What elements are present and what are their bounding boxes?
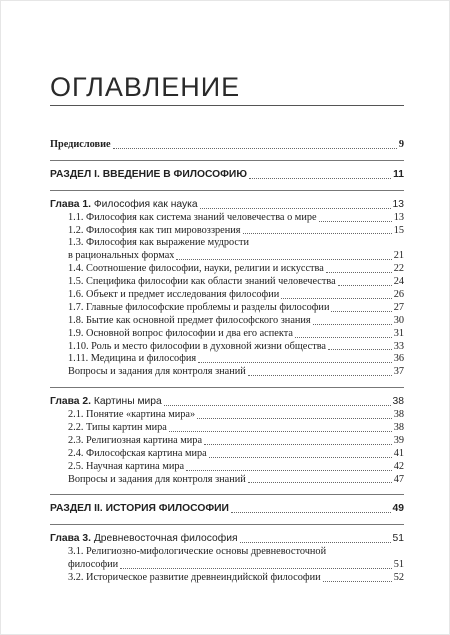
toc-entry-preface[interactable] <box>50 139 404 152</box>
toc-entry-1-9[interactable] <box>50 328 404 341</box>
toc-entry-1-4[interactable] <box>50 263 404 276</box>
toc-entry-section-1[interactable] <box>50 169 404 182</box>
toc-entry-1-1[interactable] <box>50 212 404 225</box>
toc-page-number: 24 <box>393 276 404 288</box>
toc-entry-1-3-line1[interactable] <box>50 237 404 250</box>
toc-label: 1.3. Философия как выражение мудрости <box>68 237 250 249</box>
page-title: ОГЛАВЛЕНИЕ <box>50 72 241 102</box>
toc-entry-2-1[interactable] <box>50 409 404 422</box>
dot-leader <box>295 337 392 338</box>
section-divider <box>50 524 404 525</box>
dot-leader <box>204 444 392 445</box>
toc-page-number: 51 <box>392 533 404 545</box>
toc-label: 3.1. Религиозно-мифологические основы древневосточной <box>68 546 327 558</box>
toc-page-number: 51 <box>393 559 404 571</box>
dot-leader <box>248 375 392 376</box>
section-divider <box>50 494 404 495</box>
toc-page-number: 33 <box>393 340 404 352</box>
toc-entry-questions-2[interactable] <box>50 474 404 487</box>
toc-label-continued: в рациональных формах <box>68 250 175 262</box>
toc-entry-1-11[interactable] <box>50 353 404 366</box>
toc-entry-1-7[interactable] <box>50 302 404 315</box>
section-divider <box>50 387 404 388</box>
toc-label: 1.10. Роль и место философии в духовной жизни общества <box>68 340 326 352</box>
toc-page-number: 37 <box>393 366 404 378</box>
dot-leader <box>198 362 392 363</box>
toc-page-number: 26 <box>393 289 404 300</box>
toc-entry-1-2[interactable] <box>50 225 404 238</box>
toc-entry-3-2[interactable] <box>50 572 404 585</box>
toc-entry-2-5[interactable] <box>50 461 404 474</box>
chapter-title: Древневосточная философия <box>90 533 238 545</box>
toc-entry-chapter-3[interactable] <box>50 533 404 546</box>
toc-entry-2-4[interactable] <box>50 448 404 461</box>
toc-label: 2.3. Религиозная картина мира <box>68 434 203 446</box>
dot-leader <box>281 298 391 299</box>
dot-leader <box>248 482 392 483</box>
toc-page-number: 47 <box>393 473 404 485</box>
toc-label: 3.2. Историческое развитие древнеиндийской философии <box>68 572 321 584</box>
toc-page-number: 27 <box>393 301 404 313</box>
toc-page-number: 41 <box>393 447 404 459</box>
toc-page-number: 30 <box>393 314 404 326</box>
toc-page-number: 42 <box>393 460 404 472</box>
dot-leader <box>323 581 392 582</box>
toc-label: 1.2. Философия как тип мировоззрения <box>68 224 241 236</box>
toc-entry-1-5[interactable] <box>50 276 404 289</box>
dot-leader <box>169 431 392 432</box>
toc-label: РАЗДЕЛ II. ИСТОРИЯ ФИЛОСОФИИ <box>50 503 229 515</box>
toc-label: 1.4. Соотношение философии, науки, религии и искусства <box>68 263 324 275</box>
toc-label <box>50 199 198 212</box>
dot-leader <box>243 233 392 234</box>
toc-label: 2.5. Научная картина мира <box>68 460 185 472</box>
dot-leader <box>331 311 391 312</box>
toc-page-number: 13 <box>392 198 404 210</box>
chapter-title: Картины мира <box>90 396 162 408</box>
dot-leader <box>240 542 391 543</box>
toc-page-number: 38 <box>392 396 404 408</box>
chapter-number: Глава 1. <box>50 198 91 210</box>
toc-entry-1-6[interactable] <box>50 289 404 302</box>
toc-label: 1.11. Медицина и философия <box>68 353 197 365</box>
toc-page-number: 52 <box>393 572 404 584</box>
dot-leader <box>164 405 391 406</box>
toc-label <box>50 533 238 546</box>
section-divider <box>50 160 404 161</box>
toc-label: 1.5. Специфика философии как области знаний человечества <box>68 276 336 288</box>
toc-entry-questions-1[interactable] <box>50 366 404 379</box>
dot-leader <box>313 324 392 325</box>
toc-label: 1.9. Основной вопрос философии и два его аспекта <box>68 327 293 339</box>
toc-page-number: 13 <box>393 211 404 223</box>
toc-label: 1.6. Объект и предмет исследования философии <box>68 289 280 300</box>
toc-page-number: 22 <box>393 263 404 275</box>
toc-entry-chapter-2[interactable] <box>50 396 404 409</box>
toc-label <box>50 396 162 409</box>
chapter-number: Глава 3. <box>50 533 91 545</box>
toc-label: 2.4. Философская картина мира <box>68 447 207 459</box>
dot-leader <box>319 221 392 222</box>
toc-label: 2.1. Понятие «картина мира» <box>68 409 196 421</box>
dot-leader <box>338 285 392 286</box>
toc-label: РАЗДЕЛ I. ВВЕДЕНИЕ В ФИЛОСОФИЮ <box>50 168 247 180</box>
dot-leader <box>120 568 392 569</box>
title-divider <box>50 105 404 106</box>
toc-label: Вопросы и задания для контроля знаний <box>68 366 246 378</box>
chapter-title: Философия как наука <box>90 198 198 210</box>
toc-label: Предисловие <box>50 138 111 150</box>
dot-leader <box>209 457 392 458</box>
toc-page-number: 21 <box>393 250 404 262</box>
toc-label-continued: философии <box>68 559 119 571</box>
toc-entry-1-10[interactable] <box>50 341 404 354</box>
toc-entry-2-3[interactable] <box>50 435 404 448</box>
toc-page-number: 36 <box>393 353 404 365</box>
toc-page-number: 39 <box>393 434 404 446</box>
toc-entry-1-8[interactable] <box>50 315 404 328</box>
toc-page-number: 31 <box>393 327 404 339</box>
toc-entry-section-2[interactable] <box>50 503 404 516</box>
toc-entry-chapter-1[interactable] <box>50 199 404 212</box>
toc-label: 1.7. Главные философские проблемы и разделы философии <box>68 301 330 313</box>
toc-entry-1-3[interactable] <box>50 250 404 263</box>
dot-leader <box>328 349 392 350</box>
toc-entry-3-1[interactable] <box>50 559 404 572</box>
dot-leader <box>197 418 392 419</box>
toc-entry-3-1-line1[interactable] <box>50 546 404 559</box>
toc-page-number: 49 <box>392 503 404 515</box>
toc-page-number: 9 <box>398 138 404 150</box>
toc-label: Вопросы и задания для контроля знаний <box>68 473 246 485</box>
dot-leader <box>176 259 391 260</box>
toc-page-number: 15 <box>393 224 404 236</box>
toc-entry-2-2[interactable] <box>50 422 404 435</box>
toc-label: 1.1. Философия как система знаний человечества о мире <box>68 211 317 223</box>
toc-label: 1.8. Бытие как основной предмет философского знания <box>68 314 311 326</box>
toc-label: 2.2. Типы картин мира <box>68 422 167 434</box>
section-divider <box>50 190 404 191</box>
dot-leader <box>326 272 392 273</box>
toc-page-number: 38 <box>393 409 404 421</box>
dot-leader <box>231 512 391 513</box>
dot-leader <box>249 178 391 179</box>
toc-page-number: 11 <box>393 168 404 180</box>
toc-page-number: 38 <box>393 422 404 434</box>
chapter-number: Глава 2. <box>50 396 91 408</box>
table-of-contents <box>50 139 404 585</box>
dot-leader <box>186 470 392 471</box>
dot-leader <box>113 148 397 149</box>
dot-leader <box>200 208 391 209</box>
